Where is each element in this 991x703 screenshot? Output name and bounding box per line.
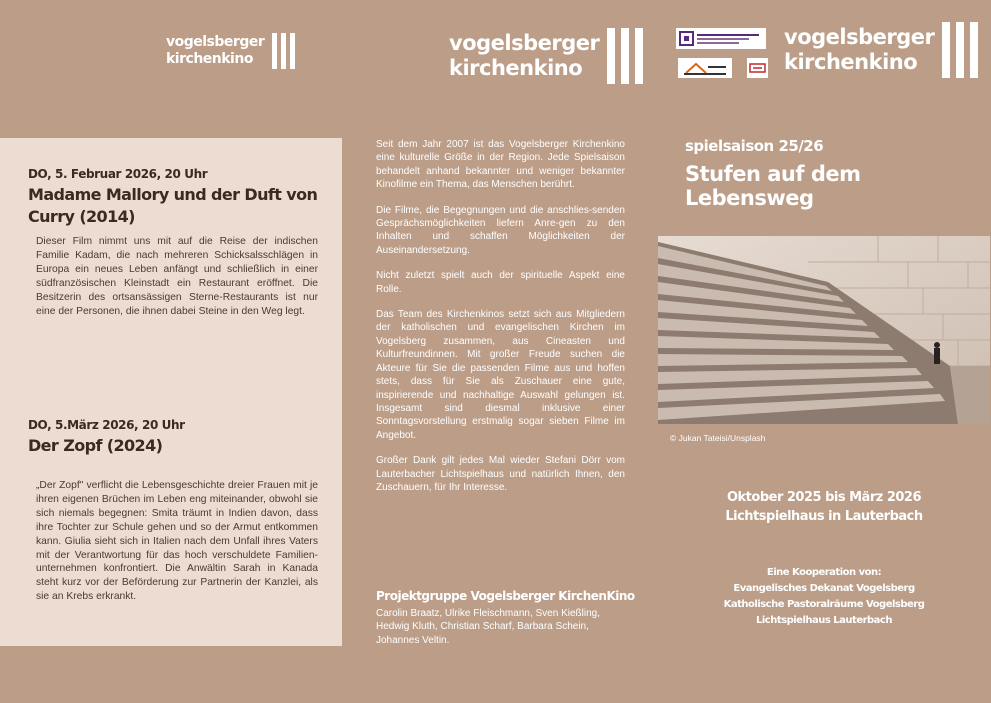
intro-paragraph: Die Filme, die Begegnungen und die anschlies-senden Gesprächsmöglichkeiten liefern Anre-gen zu den Inhalten und schaffen Möglichkeiten der Auseinandersetzung.	[376, 204, 625, 256]
season-dates: Oktober 2025 bis März 2026	[726, 490, 922, 505]
coop-partner: Katholische Pastoralräume Vogelsberg	[723, 599, 925, 610]
sponsor-logo-pastoral	[676, 28, 766, 49]
film1-title: Madame Mallory und der Duft von Curry (2014)	[28, 185, 318, 226]
intro-paragraph: Nicht zuletzt spielt auch der spirituelle Aspekt eine Rolle.	[376, 270, 625, 295]
stairs-photo	[658, 236, 990, 424]
season-label: spielsaison 25/26	[685, 137, 824, 155]
logo-bars-icon	[272, 33, 295, 69]
intro-text	[376, 138, 625, 506]
intro-paragraph: Das Team des Kirchenkinos setzt sich aus Mitgliedern der katholischen und evangelischen Kirchen im Vogelsberg zusammen, aus Cineasten und Kulturfreundinnen. Mit großer Freude suchen die Akteure für Sie die passenden Filme aus und hoffen stets, dass für Sie als Zuschauer eine gute, inspirierende und nachhaltige Auswahl gelungen ist. Insgesamt sind diesmal inklusive einer Sonntagsvorstellung erstmalig sogar sieben Filme im Angebot.	[376, 309, 625, 441]
sponsor-logo-dekanat	[678, 58, 732, 78]
logo-bars-icon	[607, 28, 643, 84]
coop-title: Eine Kooperation von:	[766, 567, 882, 578]
logo-line1: vogelsberger	[166, 34, 265, 51]
project-group-title: Projektgruppe Vogelsberger KirchenKino	[376, 589, 635, 603]
logo-bars-icon	[942, 22, 978, 78]
coop-partner: Evangelisches Dekanat Vogelsberg	[733, 583, 915, 594]
logo-line1: vogelsberger	[784, 25, 935, 50]
season-venue: Lichtspielhaus in Lauterbach	[725, 509, 923, 524]
project-group-members: Carolin Braatz, Ulrike Fleischmann, Sven Kießling, Hedwig Kluth, Christian Scharf, Barbara Schein, Johannes Veltin.	[376, 608, 600, 646]
film1-description: Dieser Film nimmt uns mit auf die Reise der indischen Familie Kadam, die nach mehreren Schicksalsschlägen in Europa ein neues Leben anfängt und schließlich in einer südfranzösischen Kleinstadt ein Restaurant eröffnet. Die Besitzerin des ortsansässigen Sterne-Restaurants ist nur eine der Personen, die ihnen dabei Steine in den Weg legt.	[36, 236, 318, 317]
logo-line2: kirchenkino	[784, 50, 918, 74]
sponsor-logo-lichtspielhaus	[747, 58, 768, 78]
logo-line2: kirchenkino	[449, 56, 583, 80]
intro-paragraph: Seit dem Jahr 2007 ist das Vogelsberger Kirchenkino eine kulturelle Größe in der Region. Jede Spielsaison behandelt anhand bekannter und weniger bekannter Kinofilme ein Thema, das Menschen berührt.	[376, 139, 625, 191]
logo-line1: vogelsberger	[449, 31, 600, 56]
film2-description: „Der Zopf" verflicht die Lebensgeschichte dreier Frauen mit je ihren eigenen Brüchen im Leben eng miteinander, obwohl sie sich niemals begegnen: Smita träumt in Indien davon, dass ihre Tochter zur Schule gehen und so der Armut entkommen kann. Giulia sieht sich in Italien nach dem Unfall ihres Vaters mit der Verantwortung für das hoch verschuldete Familien-unternehmen konfrontiert. Die Anwältin Sarah in Kanada steht kurz vor der Beförderung zur Partnerin der Kanzlei, als sie an Krebs erkrankt.	[36, 480, 318, 603]
film1-date: DO, 5. Februar 2026, 20 Uhr	[28, 167, 208, 181]
logo-small	[166, 33, 295, 69]
logo-line2: kirchenkino	[166, 51, 253, 67]
coop-partner: Lichtspielhaus Lauterbach	[756, 615, 892, 626]
intro-paragraph: Großer Dank gilt jedes Mal wieder Stefani Dörr vom Lauterbacher Lichtspielhaus und natürlich Ihnen, den Zuschauern, für Ihr Interesse.	[376, 455, 625, 493]
film2-date: DO, 5.März 2026, 20 Uhr	[28, 418, 185, 432]
logo-large	[449, 28, 643, 84]
photo-credit: © Jukan Tateisi/Unsplash	[670, 433, 766, 443]
film2-title: Der Zopf (2024)	[28, 436, 163, 455]
logo-cover	[784, 22, 978, 78]
season-theme: Stufen auf dem Lebensweg	[685, 162, 861, 210]
